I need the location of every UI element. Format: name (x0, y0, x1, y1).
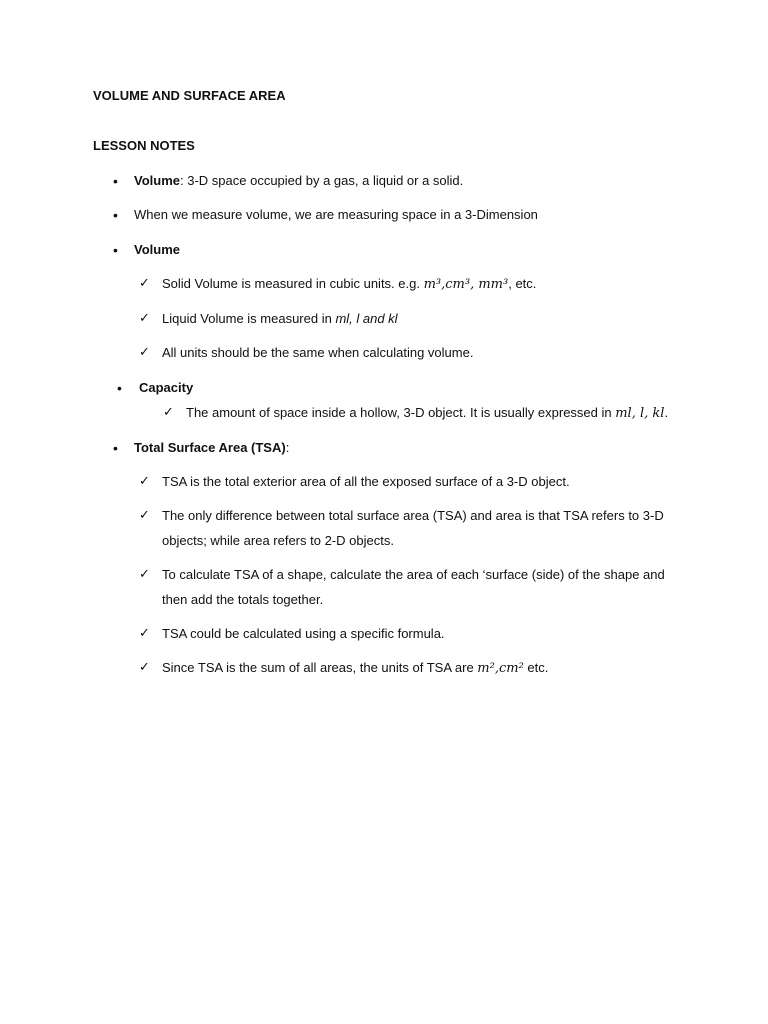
bullet-icon: • (113, 207, 118, 223)
solid-volume-etc: , etc. (508, 276, 537, 291)
check-icon: ✓ (163, 405, 174, 420)
same-units-note: All units should be the same when calculating volume. (162, 345, 474, 360)
cubic-units-math: m³,cm³, mm³ (423, 277, 509, 292)
tsa-units-text: Since TSA is the sum of all areas, the units of TSA are (162, 660, 478, 675)
check-icon: ✓ (139, 626, 150, 641)
document-title: VOLUME AND SURFACE AREA (93, 88, 286, 103)
tsa-colon: : (285, 440, 290, 455)
tsa-formula-note: TSA could be calculated using a specific formula. (162, 626, 445, 641)
capacity-units-math: ml, l, kl (615, 406, 665, 421)
volume-term: Volume (134, 173, 180, 188)
volume-definition-text: : 3-D space occupied by a gas, a liquid or a solid. (180, 173, 464, 188)
square-units-math: m²,cm² (477, 661, 524, 676)
bullet-icon: • (113, 173, 118, 189)
capacity-definition (186, 405, 668, 422)
capacity-text: The amount of space inside a hollow, 3-D object. It is usually expressed in (186, 405, 616, 420)
solid-volume-note (162, 276, 536, 293)
tsa-heading (134, 440, 289, 456)
tsa-term: Total Surface Area (TSA) (134, 440, 286, 455)
check-icon: ✓ (139, 508, 150, 523)
solid-volume-text: Solid Volume is measured in cubic units. e.g. (162, 276, 424, 291)
bullet-icon: • (113, 242, 118, 258)
capacity-heading: Capacity (139, 380, 194, 395)
liquid-volume-note (162, 311, 398, 327)
tsa-units-etc: etc. (523, 660, 549, 675)
check-icon: ✓ (139, 474, 150, 489)
capacity-period: . (664, 405, 669, 420)
check-icon: ✓ (139, 660, 150, 675)
check-icon: ✓ (139, 345, 150, 360)
tsa-difference-line1: The only difference between total surface area (TSA) and area is that TSA refers to 3-D (162, 508, 664, 523)
tsa-calculate-line1: To calculate TSA of a shape, calculate the area of each ‘surface (side) of the shape and (162, 567, 665, 582)
volume-definition (134, 173, 463, 189)
bullet-icon: • (113, 440, 118, 456)
tsa-calculate-line2: then add the totals together. (162, 592, 324, 607)
tsa-units-note (162, 660, 548, 677)
liquid-volume-text: Liquid Volume is measured in (162, 311, 336, 326)
bullet-icon: • (117, 380, 122, 396)
liquid-units: ml, l and kl (335, 311, 398, 326)
check-icon: ✓ (139, 276, 150, 291)
volume-heading: Volume (134, 242, 180, 257)
tsa-difference-line2: objects; while area refers to 2-D objects. (162, 533, 394, 548)
measure-volume-note: When we measure volume, we are measuring space in a 3-Dimension (134, 207, 538, 222)
check-icon: ✓ (139, 567, 150, 582)
tsa-definition: TSA is the total exterior area of all the exposed surface of a 3-D object. (162, 474, 570, 489)
check-icon: ✓ (139, 311, 150, 326)
lesson-notes-heading: LESSON NOTES (93, 138, 195, 153)
